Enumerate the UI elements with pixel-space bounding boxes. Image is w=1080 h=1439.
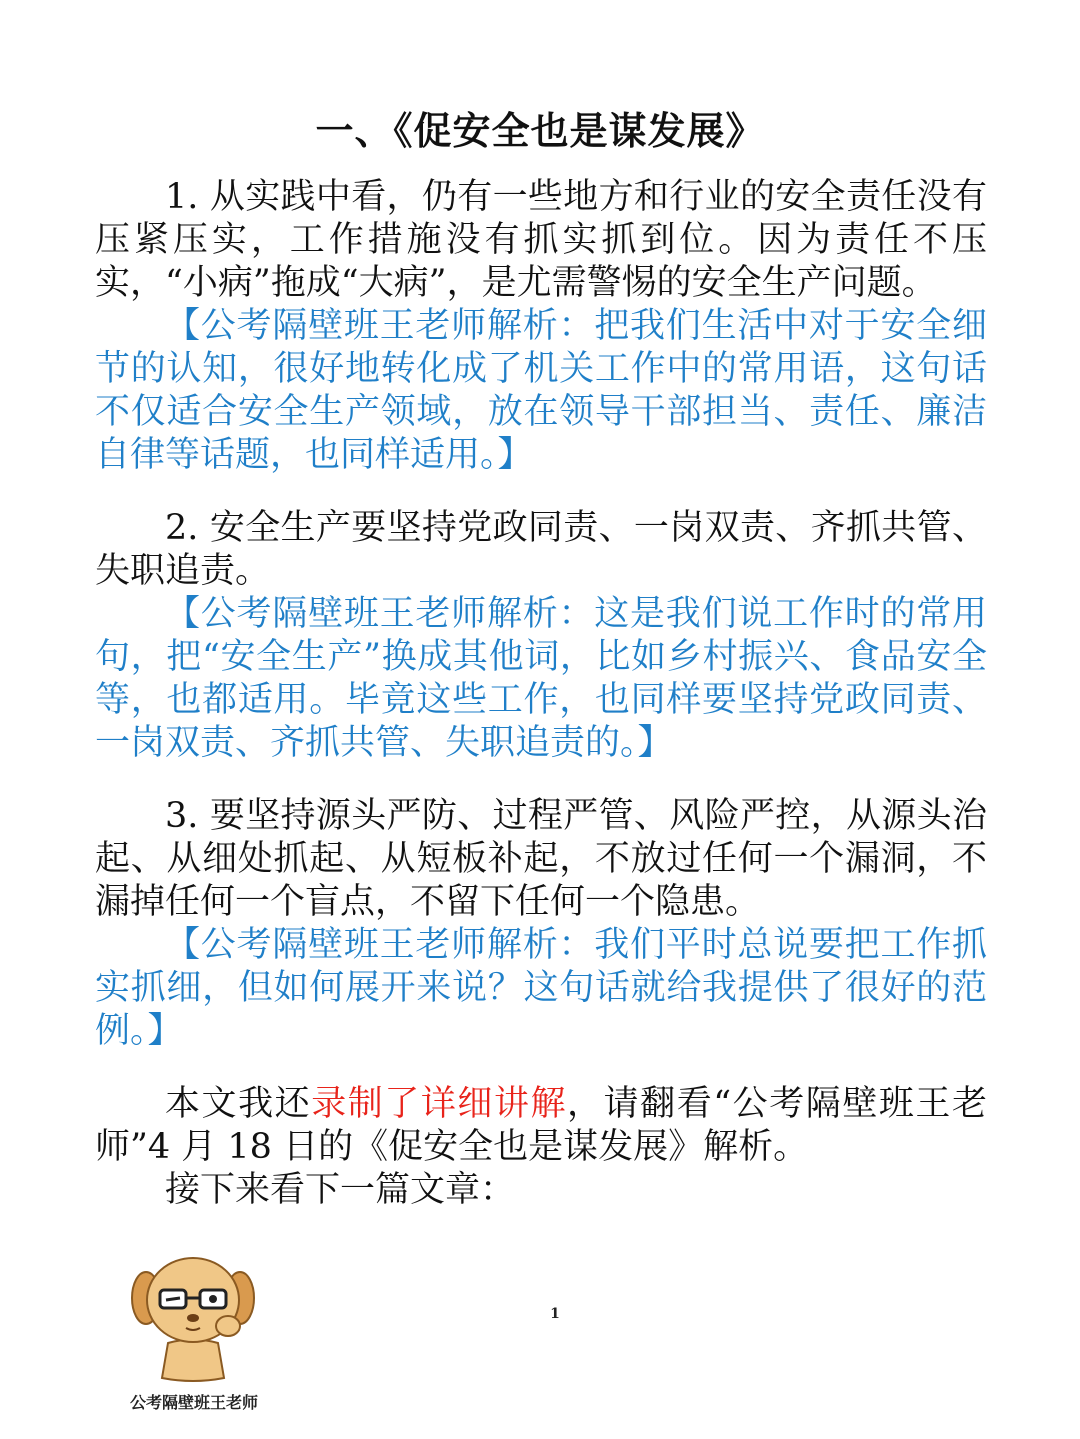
analysis-note-1: 【公考隔壁班王老师解析：把我们生活中对于安全细节的认知，很好地转化成了机关工作中的常用语，这句话不仅适合安全生产领域，放在领导干部担当、责任、廉洁自律等话题，也同样适用。】 [95, 306, 987, 475]
paragraph-1: 1. 从实践中看，仍有一些地方和行业的安全责任没有压紧压实，工作措施没有抓实抓到位。因为责任不压实，“小病”拖成“大病”，是尤需警惕的安全生产问题。 [95, 177, 987, 303]
page-number: 1 [550, 1306, 560, 1322]
paragraph-3: 3. 要坚持源头严防、过程严管、风险严控，从源头治起、从细处抓起、从短板补起，不放过任何一个漏洞，不漏掉任何一个盲点，不留下任何一个隐患。 [95, 796, 987, 922]
closing-highlight: 录制了详细讲解 [311, 1084, 568, 1124]
paragraph-gap [95, 1053, 987, 1083]
closing-text-after: ，请翻看“公考隔壁班王老师”4 月 18 日的《促安全也是谋发展》解析。 [95, 1084, 987, 1167]
closing-paragraph [95, 1083, 987, 1169]
next-article-line: 接下来看下一篇文章： [165, 1170, 516, 1210]
closing-text-before: 本文我还 [165, 1084, 312, 1124]
article-body [95, 176, 987, 1212]
page-title: 一、《促安全也是谋发展》 [315, 108, 765, 153]
paragraph-gap [95, 477, 987, 507]
paragraph-gap [95, 765, 987, 795]
puppy-with-glasses-icon [128, 1248, 258, 1383]
paragraph-2: 2. 安全生产要坚持党政同责、一岗双责、齐抓共管、失职追责。 [95, 508, 987, 591]
analysis-note-3: 【公考隔壁班王老师解析：我们平时总说要把工作抓实抓细，但如何展开来说？这句话就给我提供了很好的范例。】 [95, 925, 987, 1051]
mascot-caption: 公考隔壁班王老师 [129, 1393, 258, 1412]
analysis-note-2: 【公考隔壁班王老师解析：这是我们说工作时的常用句，把“安全生产”换成其他词，比如乡村振兴、食品安全等，也都适用。毕竟这些工作，也同样要坚持党政同责、一岗双责、齐抓共管、失职追责的。】 [95, 594, 987, 763]
